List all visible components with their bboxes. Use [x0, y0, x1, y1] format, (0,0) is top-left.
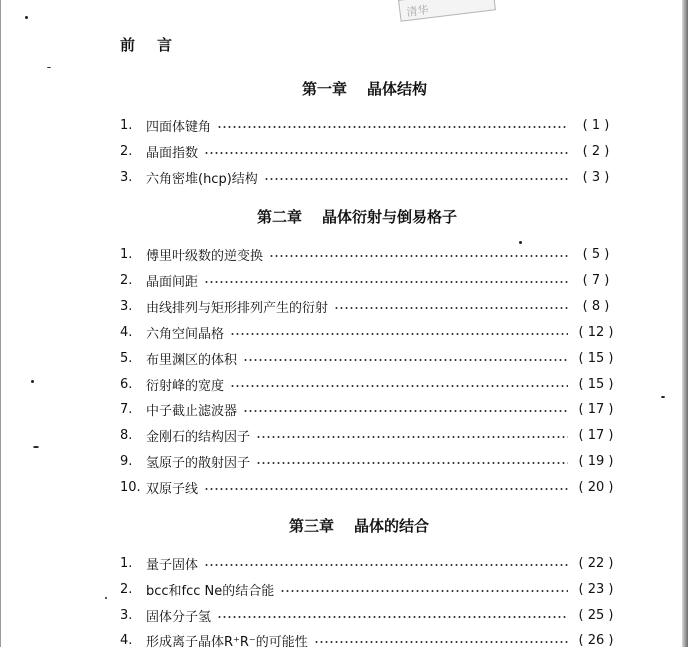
dot-leader — [280, 590, 568, 592]
scan-speck — [105, 597, 107, 599]
scan-speck — [661, 396, 665, 398]
library-stamp — [398, 0, 496, 22]
entry-number: 5. — [120, 350, 133, 366]
dot-leader — [243, 410, 568, 412]
entry-number: 8. — [120, 427, 133, 443]
entry-page: ( 12 ) — [578, 324, 614, 340]
dot-leader — [204, 281, 568, 283]
entry-number: 4. — [120, 324, 133, 340]
entry-page: ( 15 ) — [578, 350, 614, 366]
entry-page: ( 15 ) — [578, 376, 614, 392]
toc-entry — [120, 115, 620, 135]
entry-title: 布里渊区的体积 — [146, 352, 238, 368]
scan-speck — [519, 241, 522, 244]
entry-number: 1. — [120, 555, 133, 571]
entry-number: 7. — [120, 401, 133, 417]
entry-number: 1. — [120, 117, 133, 133]
dot-leader — [256, 436, 568, 438]
dot-leader — [230, 385, 568, 387]
entry-number: 3. — [120, 607, 133, 623]
toc-entry — [120, 322, 620, 342]
toc-entry — [120, 270, 620, 290]
entry-page: ( 19 ) — [578, 453, 614, 469]
entry-number: 6. — [120, 376, 133, 392]
toc-entry — [120, 425, 620, 445]
chapter-1-heading — [302, 78, 427, 99]
page-edge-shadow — [682, 0, 688, 647]
dot-leader — [269, 255, 568, 257]
entry-page: ( 1 ) — [582, 117, 610, 133]
scan-speck — [31, 380, 34, 383]
toc-entry — [120, 296, 620, 316]
chapter-title: 晶体结构 — [367, 80, 428, 98]
toc-entry — [120, 167, 620, 187]
entry-number: 2. — [120, 272, 133, 288]
entry-number: 1. — [120, 246, 133, 262]
toc-entry — [120, 605, 620, 625]
toc-entry — [120, 451, 620, 471]
dot-leader — [334, 307, 568, 309]
entry-number: 2. — [120, 581, 133, 597]
entry-title: 金刚石的结构因子 — [146, 429, 251, 445]
entry-title: 双原子线 — [146, 481, 199, 497]
toc-entry — [120, 244, 620, 264]
entry-page: ( 26 ) — [578, 632, 614, 648]
toc-entry — [120, 141, 620, 161]
entry-page: ( 8 ) — [582, 298, 610, 314]
entry-title: 晶面间距 — [146, 274, 199, 290]
entry-page: ( 3 ) — [582, 169, 610, 185]
dot-leader — [256, 462, 568, 464]
dot-leader — [230, 333, 568, 335]
entry-page: ( 23 ) — [578, 581, 614, 597]
entry-page: ( 17 ) — [578, 427, 614, 443]
entry-number: 10. — [120, 479, 141, 495]
entry-page: ( 25 ) — [578, 607, 614, 623]
entry-number: 3. — [120, 169, 133, 185]
entry-title: 晶面指数 — [146, 145, 199, 161]
entry-number: 4. — [120, 632, 133, 648]
scan-speck — [47, 67, 51, 68]
chapter-title: 晶体衍射与倒易格子 — [322, 208, 458, 226]
dot-leader — [204, 564, 568, 566]
toc-entry — [120, 399, 620, 419]
toc-entry — [120, 579, 620, 599]
toc-entry — [120, 477, 620, 497]
entry-title: 六角密堆(hcp)结构 — [146, 171, 258, 187]
dot-leader — [264, 178, 568, 180]
chapter-title: 晶体的结合 — [354, 517, 430, 535]
entry-title: 衍射峰的宽度 — [146, 378, 225, 394]
entry-number: 9. — [120, 453, 133, 469]
dot-leader — [204, 488, 568, 490]
entry-page: ( 2 ) — [582, 143, 610, 159]
chapter-3-heading — [289, 515, 429, 536]
chapter-label: 第三章 — [289, 517, 335, 535]
entry-number: 2. — [120, 143, 133, 159]
toc-entry — [120, 630, 620, 650]
entry-page: ( 17 ) — [578, 401, 614, 417]
dot-leader — [204, 152, 568, 154]
toc-entry — [120, 374, 620, 394]
toc-entry — [120, 553, 620, 573]
dot-leader — [243, 359, 568, 361]
scan-speck — [33, 446, 39, 448]
entry-title: bcc和fcc Ne的结合能 — [146, 583, 275, 599]
entry-title: 固体分子氢 — [146, 609, 212, 625]
dot-leader — [217, 616, 568, 618]
entry-page: ( 20 ) — [578, 479, 614, 495]
entry-page: ( 5 ) — [582, 246, 610, 262]
chapter-2-heading — [257, 206, 457, 227]
entry-title: 量子固体 — [146, 557, 199, 573]
entry-number: 3. — [120, 298, 133, 314]
entry-page: ( 7 ) — [582, 272, 610, 288]
entry-title: 形成离子晶体R⁺R⁻的可能性 — [146, 634, 308, 650]
preface-heading: 前言 — [120, 36, 195, 54]
entry-title: 傅里叶级数的逆变换 — [146, 248, 264, 264]
toc-entry — [120, 348, 620, 368]
chapter-label: 第二章 — [257, 208, 303, 226]
dot-leader — [217, 126, 568, 128]
scan-speck — [25, 16, 28, 19]
stamp-text: 清华 — [405, 3, 430, 19]
entry-title: 中子截止滤波器 — [146, 403, 238, 419]
entry-title: 六角空间晶格 — [146, 326, 225, 342]
dot-leader — [314, 641, 568, 643]
entry-title: 四面体键角 — [146, 119, 212, 135]
chapter-label: 第一章 — [302, 80, 348, 98]
entry-title: 氢原子的散射因子 — [146, 455, 251, 471]
entry-page: ( 22 ) — [578, 555, 614, 571]
entry-title: 由线排列与矩形排列产生的衍射 — [146, 300, 329, 316]
